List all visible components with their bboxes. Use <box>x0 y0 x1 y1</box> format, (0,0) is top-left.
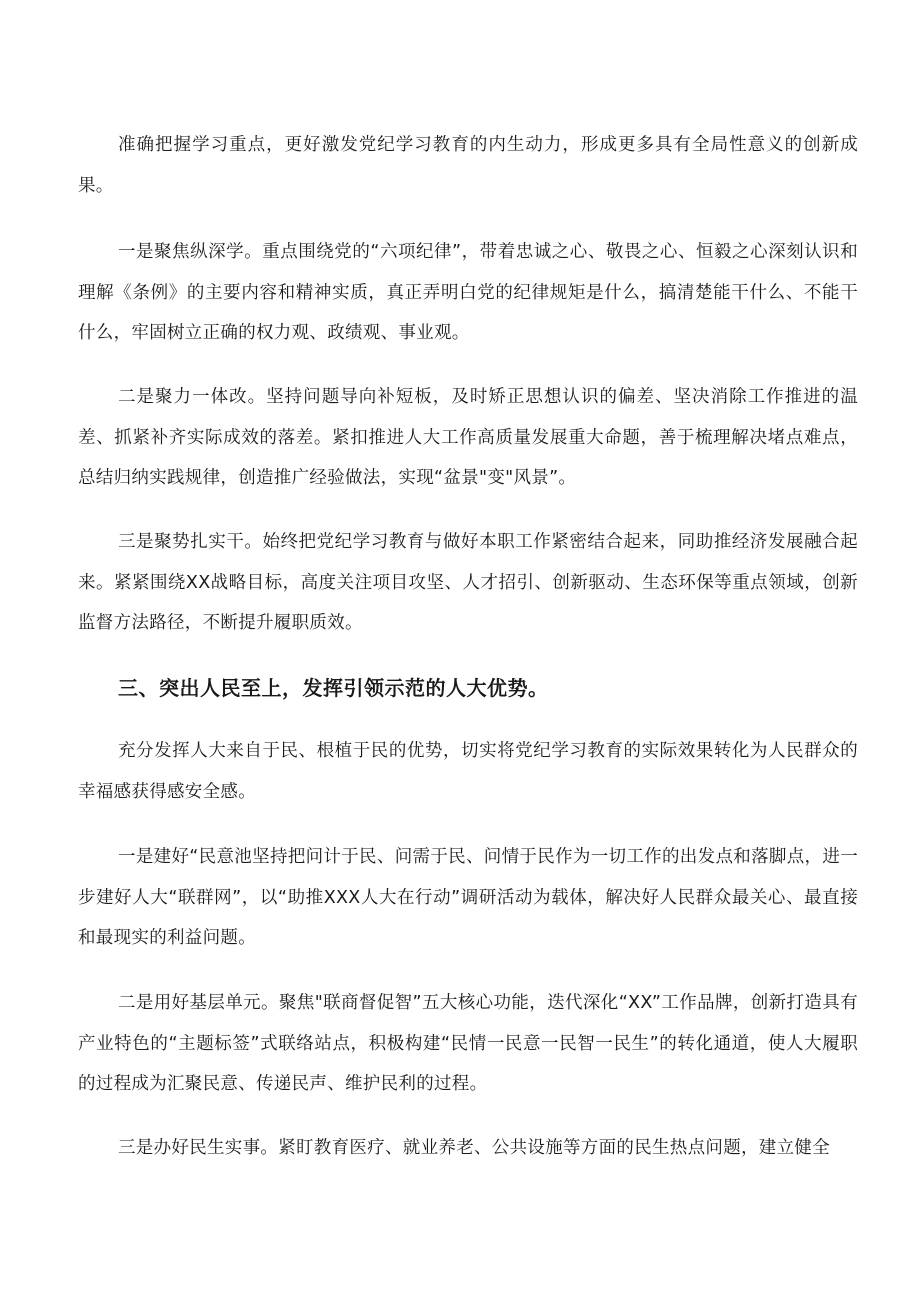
section-heading: 三、突出人民至上，发挥引领示范的人大优势。 <box>118 676 549 700</box>
paragraph-section-point-3: 三是办好民生实事。紧盯教育医疗、就业养老、公共设施等方面的民生热点问题，建立健全 <box>118 1138 830 1158</box>
paragraph-point-2: 二是聚力一体改。坚持问题导向补短板，及时矫正思想认识的偏差、坚决消除工作推进的温差、抓紧补齐实际成效的落差。紧扣推进人大工作高质量发展重大命题，善于梳理解决堵点难点，总结归纳实践规律，创造推广经验做法，实现“盆景"变"风景”。 <box>78 387 858 488</box>
paragraph-section-intro: 充分发挥人大来自于民、根植于民的优势，切实将党纪学习教育的实际效果转化为人民群众的幸福感获得感安全感。 <box>78 741 858 802</box>
paragraph-section-point-2: 二是用好基层单元。聚焦"联商督促智”五大核心功能，迭代深化“XX”工作品牌，创新打造具有产业特色的“主题标签”式联络站点，积极构建“民情一民意一民智一民生”的转化通道，使人大履职的过程成为汇聚民意、传递民声、维护民利的过程。 <box>78 993 858 1094</box>
paragraph-point-3: 三是聚势扎实干。始终把党纪学习教育与做好本职工作紧密结合起来，同助推经济发展融合起来。紧紧围绕XX战略目标，高度关注项目攻坚、人才招引、创新驱动、生态环保等重点领域，创新监督方法路径，不断提升履职质效。 <box>78 532 858 633</box>
paragraph-intro: 准确把握学习重点，更好激发党纪学习教育的内生动力，形成更多具有全局性意义的创新成果。 <box>78 135 858 196</box>
paragraph-point-1: 一是聚焦纵深学。重点围绕党的“六项纪律”，带着忠诚之心、敬畏之心、恒毅之心深刻认识和理解《条例》的主要内容和精神实质，真正弄明白党的纪律规矩是什么，搞清楚能干什么、不能干什么，牢固树立正确的权力观、政绩观、事业观。 <box>78 242 858 343</box>
paragraph-section-point-1: 一是建好“民意池坚持把问计于民、问需于民、问情于民作为一切工作的出发点和落脚点，进一步建好人大“联群网”，以“助推XXX人大在行动”调研活动为载体，解决好人民群众最关心、最直接和最现实的利益问题。 <box>78 847 858 948</box>
